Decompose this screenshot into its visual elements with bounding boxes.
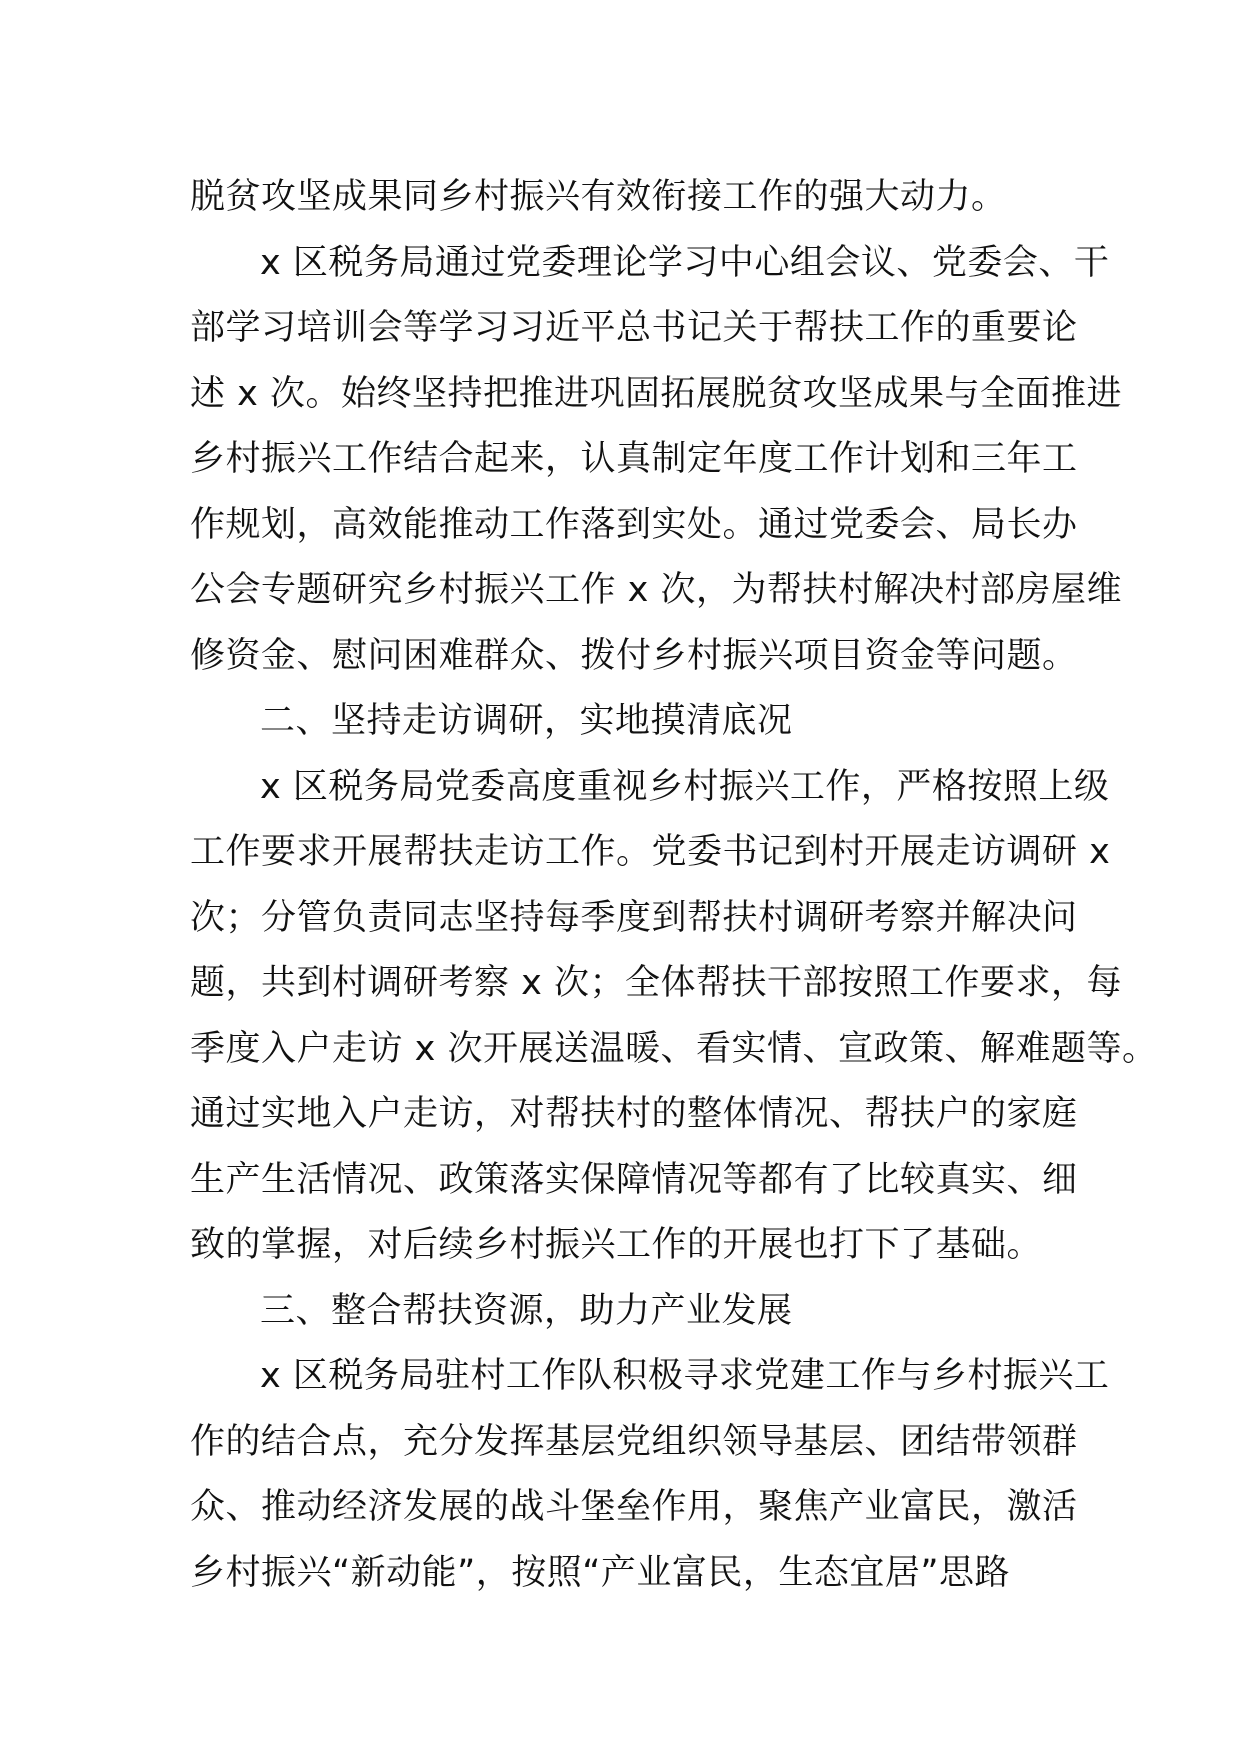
text-line: 通过实地入户走访，对帮扶村的整体情况、帮扶户的家庭 xyxy=(190,1094,1078,1134)
text-line: 作的结合点，充分发挥基层党组织领导基层、团结带领群 xyxy=(190,1421,1078,1462)
paragraph-start-line: x 区税务局党委高度重视乡村振兴工作，严格按照上级 xyxy=(260,766,1110,807)
text-line: 次；分管负责同志坚持每季度到帮扶村调研考察并解决问 xyxy=(190,897,1078,938)
text-line: 生产生活情况、政策落实保障情况等都有了比较真实、细 xyxy=(190,1159,1078,1200)
text-line: 作规划，高效能推动工作落到实处。通过党委会、局长办 xyxy=(190,504,1078,545)
text-line: 乡村振兴“新动能”，按照“产业富民，生态宜居”思路 xyxy=(190,1552,1011,1593)
text-line: 述 x 次。始终坚持把推进巩固拓展脱贫攻坚成果与全面推进 xyxy=(190,373,1122,414)
text-line: 致的掌握，对后续乡村振兴工作的开展也打下了基础。 xyxy=(190,1225,1043,1265)
document-body xyxy=(190,165,1158,1606)
paragraph-start-line: x 区税务局通过党委理论学习中心组会议、党委会、干 xyxy=(260,242,1110,283)
paragraph-start-line: x 区税务局驻村工作队积极寻求党建工作与乡村振兴工 xyxy=(260,1356,1110,1396)
text-line: 乡村振兴工作结合起来，认真制定年度工作计划和三年工 xyxy=(190,439,1078,479)
text-line: 部学习培训会等学习习近平总书记关于帮扶工作的重要论 xyxy=(190,308,1078,348)
text-line: 众、推动经济发展的战斗堡垒作用，聚焦产业富民，激活 xyxy=(190,1487,1078,1527)
text-line: 修资金、慰问困难群众、拨付乡村振兴项目资金等问题。 xyxy=(190,635,1078,676)
section-heading: 三、整合帮扶资源，助力产业发展 xyxy=(260,1290,793,1331)
text-line: 脱贫攻坚成果同乡村振兴有效衔接工作的强大动力。 xyxy=(190,177,1007,217)
text-line: 工作要求开展帮扶走访工作。党委书记到村开展走访调研 x xyxy=(190,832,1111,872)
text-line: 公会专题研究乡村振兴工作 x 次，为帮扶村解决村部房屋维 xyxy=(190,570,1122,610)
text-line: 题，共到村调研考察 x 次；全体帮扶干部按照工作要求，每 xyxy=(190,963,1122,1003)
text-line: 季度入户走访 x 次开展送温暖、看实情、宣政策、解难题等。 xyxy=(190,1028,1158,1069)
section-heading: 二、坚持走访调研，实地摸清底况 xyxy=(260,701,793,741)
